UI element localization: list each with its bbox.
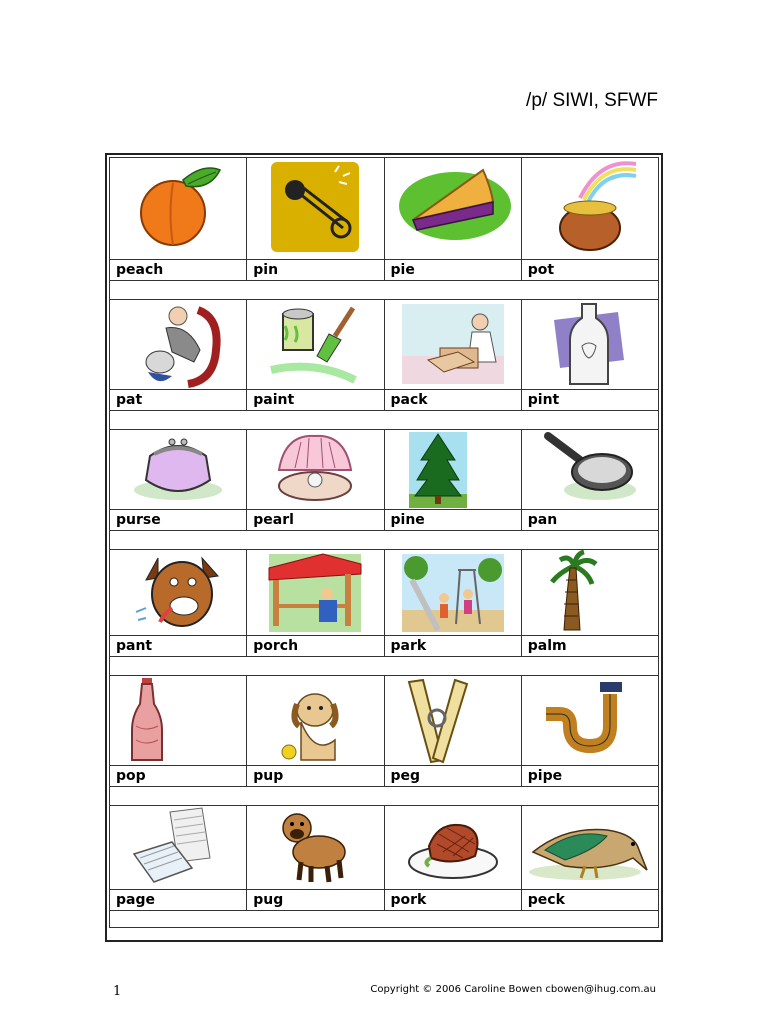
cell-image [384,676,521,766]
cell-image [247,300,384,390]
clothes-peg-icon [403,676,503,764]
spacer-row [110,787,659,806]
peach-icon [128,158,228,254]
word-label: porch [247,636,384,657]
puppy-icon [265,676,365,764]
word-label: peck [521,890,658,911]
cell-image [110,430,247,510]
word-label: pork [384,890,521,911]
word-label: page [110,890,247,911]
cell-image [110,550,247,636]
man-patting-cat-icon [128,300,228,388]
word-table [109,157,659,928]
cell-image [521,300,658,390]
word-picture-grid [105,153,663,942]
roast-pork-icon [403,806,503,888]
cell-image [247,676,384,766]
word-label: pearl [247,510,384,531]
copyright-notice: Copyright © 2006 Caroline Bowen cbowen@ihug.com.au [370,984,656,995]
word-label: pug [247,890,384,911]
pine-tree-icon [403,430,503,508]
pie-slice-icon [393,158,513,254]
cell-image [521,430,658,510]
cell-image [521,158,658,260]
porch-icon [265,550,365,634]
word-label: pant [110,636,247,657]
woman-packing-box-icon [398,300,508,388]
word-label: pin [247,260,384,281]
cell-image [110,158,247,260]
word-label: pint [521,390,658,411]
paint-can-brush-icon [265,300,365,388]
spacer-row [110,657,659,676]
word-label: pop [110,766,247,787]
pecking-bird-icon [525,806,655,888]
cell-image [247,806,384,890]
word-label: purse [110,510,247,531]
spacer-row [110,531,659,550]
oyster-pearl-icon [265,430,365,508]
cell-image [521,550,658,636]
safety-pin-icon [265,158,365,254]
pot-of-gold-icon [540,158,640,254]
cell-image [521,806,658,890]
spacer-row [110,281,659,300]
word-label: pack [384,390,521,411]
cell-image [384,430,521,510]
word-label: palm [521,636,658,657]
pug-dog-icon [265,806,365,888]
palm-tree-icon [540,550,640,634]
cell-image [110,676,247,766]
spacer-row [110,911,659,928]
word-label: pot [521,260,658,281]
cell-image [247,550,384,636]
page-title: /p/ SIWI, SFWF [526,90,658,111]
word-label: pipe [521,766,658,787]
word-label: pup [247,766,384,787]
word-label: park [384,636,521,657]
cell-image [384,300,521,390]
cell-image [110,806,247,890]
cell-image [110,300,247,390]
purse-icon [128,430,228,508]
cell-image [384,806,521,890]
word-label: paint [247,390,384,411]
frying-pan-icon [540,430,640,508]
word-label: pie [384,260,521,281]
cell-image [384,550,521,636]
word-label: pine [384,510,521,531]
drain-pipe-icon [540,676,640,764]
cell-image [247,158,384,260]
soda-bottle-icon [128,676,228,764]
panting-dog-icon [128,550,228,634]
cell-image [384,158,521,260]
word-label: peg [384,766,521,787]
word-label: peach [110,260,247,281]
milk-bottle-icon [540,300,640,388]
word-label: pan [521,510,658,531]
cell-image [521,676,658,766]
page-number: 1 [113,984,122,999]
word-label: pat [110,390,247,411]
book-pages-icon [128,806,228,888]
spacer-row [110,411,659,430]
cell-image [247,430,384,510]
playground-park-icon [398,550,508,634]
